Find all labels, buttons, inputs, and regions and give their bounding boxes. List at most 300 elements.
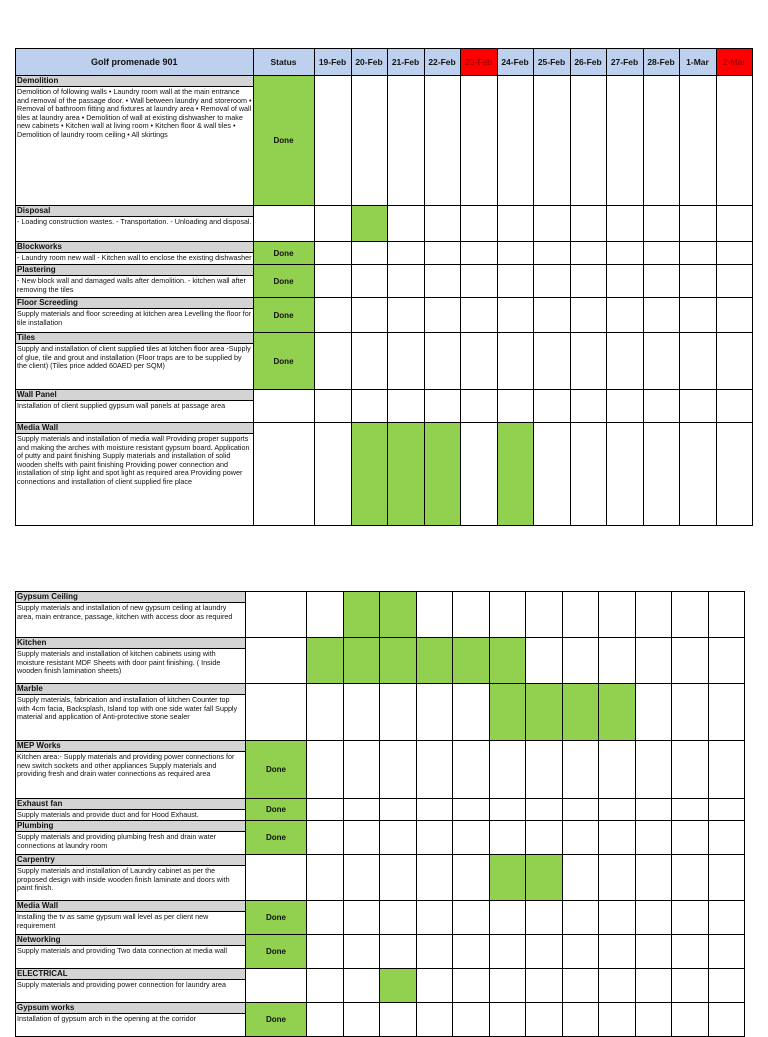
- status-cell: Done: [246, 1003, 307, 1037]
- status-cell: Done: [246, 901, 307, 935]
- schedule-cell-active: [351, 206, 387, 242]
- date-header: 21-Feb: [387, 49, 424, 76]
- date-header: 20-Feb: [351, 49, 387, 76]
- task-cell: [16, 76, 254, 206]
- schedule-cell: [672, 1003, 709, 1037]
- schedule-cell: [387, 242, 424, 265]
- task-description: Kitchen area:- Supply materials and providing power connections for new switch sockets and other appliances Supply materials and providing fresh and drain water connections as required area: [17, 752, 235, 779]
- task-title: Gypsum Ceiling: [16, 592, 245, 603]
- schedule-cell: [460, 242, 497, 265]
- schedule-cell: [570, 76, 606, 206]
- status-cell: Done: [246, 821, 307, 855]
- schedule-cell: [460, 76, 497, 206]
- schedule-cell: [380, 901, 417, 935]
- schedule-cell: [636, 821, 672, 855]
- schedule-cell: [679, 423, 716, 526]
- schedule-cell: [526, 935, 563, 969]
- task-title: Plastering: [16, 265, 253, 276]
- schedule-cell-active: [307, 638, 344, 684]
- schedule-cell: [672, 638, 709, 684]
- status-cell: Done: [253, 265, 314, 298]
- schedule-cell: [709, 741, 745, 799]
- task-cell: [16, 390, 254, 423]
- date-header: 22-Feb: [424, 49, 460, 76]
- schedule-cell: [679, 390, 716, 423]
- schedule-cell-active: [526, 855, 563, 901]
- status-cell: Done: [246, 935, 307, 969]
- schedule-cell: [490, 821, 526, 855]
- task-title: Wall Panel: [16, 390, 253, 401]
- schedule-cell: [606, 265, 643, 298]
- task-row: [16, 265, 753, 298]
- schedule-cell: [417, 821, 453, 855]
- schedule-cell: [526, 799, 563, 821]
- schedule-cell: [716, 298, 752, 333]
- schedule-cell: [344, 684, 380, 741]
- schedule-cell: [387, 265, 424, 298]
- schedule-cell: [563, 821, 599, 855]
- status-cell: [253, 423, 314, 526]
- schedule-cell: [599, 935, 636, 969]
- schedule-cell: [453, 969, 490, 1003]
- schedule-cell: [526, 821, 563, 855]
- task-title: Marble: [16, 684, 245, 695]
- schedule-cell: [606, 298, 643, 333]
- schedule-cell: [351, 265, 387, 298]
- schedule-cell: [344, 855, 380, 901]
- status-cell: Done: [253, 298, 314, 333]
- schedule-cell: [453, 592, 490, 638]
- schedule-cell-active: [424, 423, 460, 526]
- schedule-cell: [460, 298, 497, 333]
- schedule-cell: [599, 855, 636, 901]
- schedule-cell: [380, 799, 417, 821]
- schedule-cell: [636, 901, 672, 935]
- schedule-cell: [424, 76, 460, 206]
- schedule-cell: [417, 855, 453, 901]
- schedule-cell: [599, 799, 636, 821]
- task-cell: [16, 298, 254, 333]
- schedule-cell: [490, 901, 526, 935]
- task-title: MEP Works: [16, 741, 245, 752]
- schedule-cell: [417, 901, 453, 935]
- schedule-cell: [380, 935, 417, 969]
- task-description: - Loading construction wastes. - Transportation. - Unloading and disposal.: [17, 217, 252, 226]
- task-row: [16, 799, 745, 821]
- schedule-cell: [606, 423, 643, 526]
- schedule-cell: [570, 298, 606, 333]
- schedule-cell: [526, 969, 563, 1003]
- task-row: [16, 206, 753, 242]
- task-description: Supply materials, fabrication and installation of kitchen Counter top with 4cm facia, Backsplash, Island top with one side water fall Supply material and application of Anti-protective stone sealer: [17, 695, 238, 722]
- schedule-cell: [351, 242, 387, 265]
- schedule-cell-active: [380, 969, 417, 1003]
- schedule-cell: [599, 638, 636, 684]
- schedule-table-top: [15, 48, 753, 526]
- task-row: [16, 390, 753, 423]
- schedule-cell: [526, 592, 563, 638]
- status-cell: Done: [246, 741, 307, 799]
- schedule-cell: [307, 741, 344, 799]
- schedule-cell: [417, 1003, 453, 1037]
- schedule-cell: [417, 935, 453, 969]
- schedule-cell: [314, 265, 351, 298]
- schedule-cell: [424, 265, 460, 298]
- schedule-cell: [351, 390, 387, 423]
- task-description: Supply materials and installation of new gypsum ceiling at laundry area, main entrance, passage, kitchen with access door as required: [17, 603, 233, 621]
- schedule-cell: [526, 741, 563, 799]
- schedule-cell: [599, 592, 636, 638]
- task-row: [16, 684, 745, 741]
- schedule-cell-active: [497, 423, 533, 526]
- task-row: [16, 333, 753, 390]
- schedule-cell: [716, 206, 752, 242]
- schedule-cell: [380, 821, 417, 855]
- task-title: Carpentry: [16, 855, 245, 866]
- schedule-cell-active: [380, 592, 417, 638]
- task-row: [16, 1003, 745, 1037]
- schedule-cell: [709, 901, 745, 935]
- schedule-cell: [533, 265, 570, 298]
- schedule-cell: [672, 935, 709, 969]
- task-description: Installation of gypsum arch in the opening at the corridor: [17, 1014, 196, 1023]
- schedule-cell: [344, 821, 380, 855]
- schedule-cell: [490, 969, 526, 1003]
- schedule-cell: [679, 242, 716, 265]
- schedule-cell: [636, 741, 672, 799]
- schedule-cell-active: [490, 638, 526, 684]
- schedule-cell: [606, 206, 643, 242]
- task-cell: [16, 901, 246, 935]
- schedule-cell: [563, 592, 599, 638]
- schedule-cell: [643, 76, 679, 206]
- schedule-cell: [709, 638, 745, 684]
- schedule-cell: [351, 298, 387, 333]
- schedule-cell-active: [490, 684, 526, 741]
- schedule-cell: [424, 298, 460, 333]
- task-description: Supply materials and provide duct and for Hood Exhaust.: [17, 810, 199, 819]
- schedule-cell: [672, 684, 709, 741]
- status-cell: Done: [253, 242, 314, 265]
- schedule-cell: [533, 423, 570, 526]
- status-cell: [246, 684, 307, 741]
- schedule-cell: [679, 76, 716, 206]
- schedule-cell: [344, 969, 380, 1003]
- schedule-cell: [497, 76, 533, 206]
- schedule-cell: [533, 242, 570, 265]
- schedule-cell: [636, 935, 672, 969]
- schedule-cell: [460, 423, 497, 526]
- schedule-cell: [453, 855, 490, 901]
- task-cell: [16, 206, 254, 242]
- schedule-cell: [526, 901, 563, 935]
- schedule-cell: [679, 333, 716, 390]
- schedule-cell: [570, 265, 606, 298]
- status-cell: Done: [253, 76, 314, 206]
- task-cell: [16, 242, 254, 265]
- schedule-cell: [563, 638, 599, 684]
- schedule-cell: [570, 423, 606, 526]
- schedule-cell: [570, 206, 606, 242]
- schedule-cell: [643, 242, 679, 265]
- schedule-cell: [424, 242, 460, 265]
- schedule-cell: [460, 390, 497, 423]
- schedule-cell-active: [351, 423, 387, 526]
- schedule-cell: [563, 935, 599, 969]
- schedule-cell: [307, 935, 344, 969]
- schedule-cell: [606, 242, 643, 265]
- schedule-cell: [307, 969, 344, 1003]
- schedule-cell: [709, 969, 745, 1003]
- schedule-cell: [380, 1003, 417, 1037]
- schedule-cell-active: [417, 638, 453, 684]
- schedule-cell: [636, 1003, 672, 1037]
- schedule-cell-active: [344, 592, 380, 638]
- schedule-cell: [307, 855, 344, 901]
- schedule-cell: [716, 423, 752, 526]
- schedule-cell: [314, 423, 351, 526]
- task-row: [16, 969, 745, 1003]
- date-header: 19-Feb: [314, 49, 351, 76]
- task-cell: [16, 855, 246, 901]
- schedule-cell: [606, 390, 643, 423]
- schedule-cell: [533, 206, 570, 242]
- task-description: Supply materials and providing power connection for laundry area: [17, 980, 226, 989]
- schedule-cell: [533, 390, 570, 423]
- schedule-cell: [563, 855, 599, 901]
- task-description: Supply materials and installation of media wall Providing proper supports and making the arches with moisture resistant gypsum board. Application of putty and paint finishing Supply materials and installation of solid wooden shelfs with paint finishing Providing power connection and installation of strip light and spot light as required area Providing power connections and installation of client supplied fire place: [17, 434, 250, 486]
- task-row: [16, 638, 745, 684]
- task-description: Supply materials and floor screeding at kitchen area Levelling the floor for tile installation: [17, 309, 252, 327]
- schedule-cell: [380, 741, 417, 799]
- schedule-cell: [387, 206, 424, 242]
- schedule-cell-active: [453, 638, 490, 684]
- schedule-cell: [672, 969, 709, 1003]
- schedule-cell: [709, 799, 745, 821]
- task-row: [16, 901, 745, 935]
- schedule-cell: [636, 684, 672, 741]
- header-row: [16, 49, 753, 76]
- task-cell: [16, 684, 246, 741]
- status-column-header: Status: [253, 49, 314, 76]
- schedule-cell: [606, 76, 643, 206]
- schedule-cell-active: [490, 855, 526, 901]
- schedule-cell: [533, 333, 570, 390]
- task-description: - Laundry room new wall - Kitchen wall to enclose the existing dishwasher: [17, 253, 252, 262]
- schedule-cell-active: [344, 638, 380, 684]
- schedule-cell: [490, 592, 526, 638]
- schedule-cell: [643, 390, 679, 423]
- date-header: 27-Feb: [606, 49, 643, 76]
- schedule-cell: [490, 1003, 526, 1037]
- date-header: 26-Feb: [570, 49, 606, 76]
- schedule-cell: [344, 799, 380, 821]
- task-cell: [16, 265, 254, 298]
- status-cell: [253, 390, 314, 423]
- schedule-cell: [344, 741, 380, 799]
- schedule-cell: [417, 741, 453, 799]
- task-title: Plumbing: [16, 821, 245, 832]
- schedule-cell: [314, 298, 351, 333]
- schedule-cell: [387, 76, 424, 206]
- status-cell: [246, 592, 307, 638]
- schedule-cell: [490, 799, 526, 821]
- schedule-cell: [643, 423, 679, 526]
- schedule-cell: [563, 1003, 599, 1037]
- task-title: Demolition: [16, 76, 253, 87]
- schedule-cell: [380, 684, 417, 741]
- schedule-cell: [679, 298, 716, 333]
- schedule-cell: [716, 390, 752, 423]
- task-title: Exhaust fan: [16, 799, 245, 810]
- task-cell: [16, 638, 246, 684]
- schedule-cell: [533, 76, 570, 206]
- schedule-cell: [351, 76, 387, 206]
- schedule-cell: [709, 821, 745, 855]
- schedule-cell: [636, 638, 672, 684]
- schedule-cell: [417, 799, 453, 821]
- schedule-cell: [672, 821, 709, 855]
- schedule-cell: [599, 741, 636, 799]
- schedule-cell: [526, 1003, 563, 1037]
- schedule-cell: [424, 206, 460, 242]
- task-cell: [16, 821, 246, 855]
- schedule-cell: [672, 592, 709, 638]
- task-title: Gypsum works: [16, 1003, 245, 1014]
- schedule-cell: [606, 333, 643, 390]
- schedule-cell: [453, 821, 490, 855]
- schedule-cell: [709, 935, 745, 969]
- schedule-cell-active: [599, 684, 636, 741]
- schedule-cell: [417, 592, 453, 638]
- schedule-cell: [497, 390, 533, 423]
- schedule-cell: [563, 969, 599, 1003]
- schedule-cell: [643, 298, 679, 333]
- schedule-cell: [497, 298, 533, 333]
- schedule-cell: [307, 592, 344, 638]
- schedule-cell: [599, 969, 636, 1003]
- task-description: Supply materials and installation of Laundry cabinet as per the proposed design with inside wooden finish laminate and doors with paint finish.: [17, 866, 230, 893]
- date-header: 1-Mar: [679, 49, 716, 76]
- schedule-cell: [643, 333, 679, 390]
- task-title: ELECTRICAL: [16, 969, 245, 980]
- task-cell: [16, 741, 246, 799]
- schedule-cell: [314, 242, 351, 265]
- task-row: [16, 935, 745, 969]
- schedule-cell: [314, 390, 351, 423]
- schedule-cell: [672, 855, 709, 901]
- schedule-cell: [599, 1003, 636, 1037]
- schedule-cell: [643, 206, 679, 242]
- schedule-cell: [709, 684, 745, 741]
- schedule-cell: [716, 265, 752, 298]
- schedule-cell: [453, 741, 490, 799]
- schedule-cell: [460, 265, 497, 298]
- schedule-cell: [453, 901, 490, 935]
- task-description: Demolition of following walls • Laundry room wall at the main entrance and removal of the passage door. • Wall between laundry and storeroom • Removal of bathroom fitting and fixtures at laundry area • Removal of wall tiles at laundry area • Demolition of wall at existing dishwasher to make new cabinets • Kitchen wall at living room • Kitchen floor & wall tiles • Demolition of laundry room ceiling • All skirtings: [17, 87, 252, 139]
- schedule-cell: [344, 935, 380, 969]
- schedule-cell: [643, 265, 679, 298]
- schedule-cell: [716, 76, 752, 206]
- task-cell: [16, 423, 254, 526]
- schedule-cell: [307, 1003, 344, 1037]
- schedule-cell: [599, 821, 636, 855]
- schedule-cell: [636, 855, 672, 901]
- task-description: Supply materials and installation of kitchen cabinets using with moisture resistant MDF Sheets with door paint finishing. ( Inside wooden finish lamination sheets): [17, 649, 221, 676]
- task-title: Blockworks: [16, 242, 253, 253]
- schedule-cell: [314, 76, 351, 206]
- task-cell: [16, 592, 246, 638]
- task-row: [16, 298, 753, 333]
- status-cell: Done: [253, 333, 314, 390]
- task-description: - New block wall and damaged walls after demolition. - kitchen wall after removing the tiles: [17, 276, 246, 294]
- schedule-cell: [570, 242, 606, 265]
- schedule-cell: [424, 333, 460, 390]
- task-row: [16, 592, 745, 638]
- schedule-cell: [460, 333, 497, 390]
- schedule-cell: [387, 298, 424, 333]
- task-description: Supply materials and providing plumbing fresh and drain water connections at laundry room: [17, 832, 216, 850]
- schedule-cell: [716, 333, 752, 390]
- schedule-cell: [709, 592, 745, 638]
- task-title: Disposal: [16, 206, 253, 217]
- schedule-cell: [526, 638, 563, 684]
- task-description: Installing the tv as same gypsum wall level as per client new requirement: [17, 912, 209, 930]
- schedule-cell: [679, 206, 716, 242]
- schedule-cell: [453, 1003, 490, 1037]
- schedule-cell: [672, 741, 709, 799]
- schedule-cell: [387, 333, 424, 390]
- schedule-cell: [307, 799, 344, 821]
- task-row: [16, 821, 745, 855]
- status-cell: Done: [246, 799, 307, 821]
- schedule-cell: [709, 1003, 745, 1037]
- task-cell: [16, 1003, 246, 1037]
- schedule-cell: [490, 741, 526, 799]
- schedule-cell: [533, 298, 570, 333]
- task-cell: [16, 969, 246, 1003]
- task-title: Floor Screeding: [16, 298, 253, 309]
- schedule-cell: [417, 969, 453, 1003]
- task-row: [16, 76, 753, 206]
- schedule-cell: [636, 969, 672, 1003]
- schedule-cell: [636, 592, 672, 638]
- schedule-cell: [314, 333, 351, 390]
- task-title: Networking: [16, 935, 245, 946]
- schedule-cell: [351, 333, 387, 390]
- schedule-cell: [716, 242, 752, 265]
- date-header-highlighted: 2-Mar: [716, 49, 752, 76]
- schedule-cell: [636, 799, 672, 821]
- schedule-cell: [307, 684, 344, 741]
- schedule-cell-active: [563, 684, 599, 741]
- date-header: 25-Feb: [533, 49, 570, 76]
- task-row: [16, 423, 753, 526]
- schedule-cell: [307, 821, 344, 855]
- schedule-cell: [387, 390, 424, 423]
- schedule-cell: [570, 390, 606, 423]
- schedule-cell: [490, 935, 526, 969]
- schedule-cell: [417, 684, 453, 741]
- task-title: Kitchen: [16, 638, 245, 649]
- task-row: [16, 855, 745, 901]
- schedule-cell-active: [380, 638, 417, 684]
- schedule-cell: [672, 799, 709, 821]
- schedule-cell: [497, 242, 533, 265]
- schedule-cell: [563, 901, 599, 935]
- task-description: Installation of client supplied gypsum wall panels at passage area: [17, 401, 226, 410]
- schedule-cell: [424, 390, 460, 423]
